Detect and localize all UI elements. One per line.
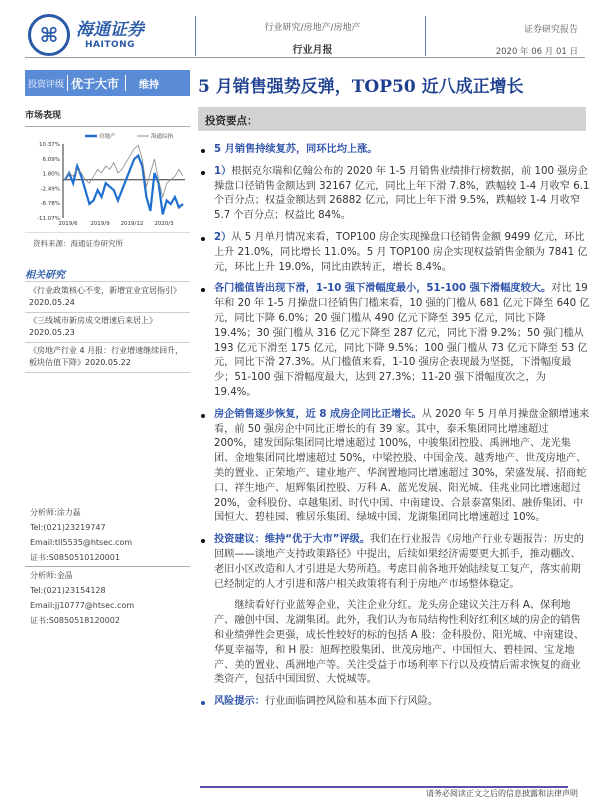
keypoint-lead: 投资建议：维持“优于大市”评级。 [214, 534, 371, 546]
legend-label: 海通综指 [151, 134, 174, 140]
related-item[interactable]: 《三线城市新房成交增速后来居上》2020.05.23 [25, 313, 190, 343]
analyst-email[interactable]: Email:tll5535@htsec.com [30, 538, 133, 547]
recommendation-paragraph: 继续看好行业蓝筹企业，关注企业分红。龙头房企建议关注万科 A、保利地产、融创中国、龙湖集团。此外，我们认为布局结构性利好红利区域的房企的销售和业绩弹性会更强，成长性较好的标的包括 A 股：金科股份、阳光城、中南建设、华夏幸福等，和 H 股：旭辉控股集团、世茂房地产、中国恒大、碧桂园、宝龙地产、美的置业、禹洲地产等。关注受益于市场利率下行以及疫情后需求恢复的商业类资产，包括中国国贸、大悦城等。 [214, 600, 585, 686]
analyst-1 [30, 505, 132, 565]
logo-en: HAITONG [84, 40, 136, 50]
keypoint [198, 143, 590, 158]
y-tick-label: 6.09% [42, 156, 60, 163]
related-item[interactable]: 《房地产行业 4 月报：行业增速继续回升，板块估值下降》2020.05.22 [25, 343, 190, 373]
keypoint-lead: 各门槛值皆出现下滑，1-10 强下滑幅度最小，51-100 强下滑幅度较大。 [214, 283, 552, 295]
analyst-email[interactable]: Email:jj10777@htsec.com [30, 601, 135, 610]
report-type: 行业月报 [292, 45, 333, 56]
footer-disclaimer: 请务必阅读正文之后的信息披露和法律声明 [426, 789, 578, 798]
keypoint [198, 533, 590, 592]
footer-rule [200, 786, 568, 788]
analyst-tel: Tel:(021)23154128 [30, 586, 106, 595]
keypoint [198, 165, 590, 224]
analyst-name: 分析师:涂力磊 [30, 508, 81, 517]
divider [25, 126, 190, 127]
keypoint-lead: 房企销售逐步恢复，近 8 成房企同比正增长。 [214, 408, 422, 420]
haitong-logo [28, 14, 144, 56]
header-right [496, 22, 578, 57]
keypoints-heading: 投资要点： [198, 107, 586, 131]
related-heading: 相关研究 [25, 270, 65, 281]
related-item[interactable]: 《行业政策核心不变，新增宜业宜居指引》2020.05.24 [25, 283, 190, 313]
keypoint-text: 根据克尔瑞和亿翰公布的 2020 年 1-5 月销售业绩排行榜数据，前 100 强房企操盘口径销售金额达到 32167 亿元，同比上年下滑 7.8%，跌幅较 1-4 月收窄 6.1 个百分点；权益金额达到 26882 亿元，同比上年下滑 9.5%，跌幅较 1-4 月收窄 5.7 个百分点；权益比 84%。 [214, 165, 590, 222]
analyst-cert: 证书:S0850510120001 [30, 553, 120, 562]
rating-value: 优于大市 [71, 76, 120, 91]
risk-lead: 风险提示： [214, 696, 265, 708]
logo-cn: 海通证券 [76, 20, 144, 40]
risk-warning [198, 695, 590, 710]
rating-status: 维持 [139, 79, 160, 91]
analyst-tel: Tel:(021)23219747 [30, 523, 106, 532]
analyst-name: 分析师:金晶 [30, 571, 73, 580]
related-list [25, 283, 190, 373]
market-heading: 市场表现 [25, 111, 62, 121]
risk-text: 行业面临调控风险和基本面下行风险。 [264, 696, 439, 708]
y-tick-label: 10.37% [39, 142, 60, 148]
header-category [205, 20, 420, 56]
report-date: 2020 年 06 月 01 日 [495, 47, 578, 57]
keypoint [198, 408, 590, 526]
keypoint [198, 282, 590, 400]
analyst-cert: 证书:S0850518120002 [30, 616, 120, 625]
divider [195, 16, 196, 56]
report-title: 5 月销售强势反弹，TOP50 近八成正增长 [198, 77, 524, 97]
y-tick-label: -11.07% [37, 216, 60, 222]
x-tick-label: 2020/3 [154, 221, 174, 227]
divider [25, 281, 190, 282]
series-line-haitong-index [65, 145, 183, 197]
y-tick-label: -2.49% [40, 186, 60, 193]
y-tick-label: -6.78% [40, 201, 60, 208]
keypoint-lead: 5 月销售持续复苏，同环比均上涨。 [214, 144, 378, 155]
divider [25, 232, 190, 233]
keypoint-text: 我们在行业报告《房地产行业专题报告：历史的回顾——谈地产支持政策路径》中提出，后续如果经济需要更大抓手，推动棚改、老旧小区改造和人才引进是大势所趋。考虑目前各地开始陆续复工复产，落实前期已经制定的人才引进和落户相关政策将有利于房地产市场整体稳定。 [214, 534, 584, 590]
keypoint [198, 231, 590, 275]
logo-emblem-icon: ⌘ [28, 14, 70, 56]
keypoint-lead: 2） [214, 231, 232, 243]
y-tick-label: 1.80% [42, 171, 60, 178]
keypoint-text: 从 5 月单月情况来看，TOP100 房企实现操盘口径销售金额 9499 亿元，环比上升 21.0%，同比增长 11.0%。5 月 TOP100 房企实现权益销售金额为 7841 亿元，环比上升 19.0%，同比由跌转正，增长 8.4%。 [214, 231, 588, 273]
doc-type: 证券研究报告 [523, 25, 578, 35]
keypoint-text: 从 2020 年 5 月单月操盘金额增速来看，前 50 强房企中同比正增长的有 39 家。其中，泰禾集团同比增速超过 200%，建发国际集团同比增速超过 100%，中骏集团控股、禹洲地产、龙光集团、金地集团同比增速超过 50%，中梁控股、中国金茂、越秀地产、世茂房地产、美的置业、正荣地产、建业地产、华润置地同比增速超过 30%，荣盛发展、招商蛇口、祥生地产、旭辉集团控股、万科 A、蓝光发展、阳光城、佳兆业同比增速超过 20%，金科股份、卓越集团、时代中国、中南建设、合景泰富集团、融侨集团、中国恒大、碧桂园、雅居乐集团、绿城中国、龙湖集团同比增速超过 10%。 [214, 408, 590, 524]
header-rule [25, 57, 585, 58]
category-path: 行业研究/房地产/房地产 [264, 23, 361, 33]
x-tick-label: 2019/12 [120, 221, 144, 227]
divider [25, 566, 190, 567]
market-performance-chart [25, 130, 195, 230]
chart-source: 资料来源：海通证券研究所 [33, 239, 123, 248]
rating-label: 投资评级 [28, 79, 65, 90]
keypoints-body [198, 143, 590, 717]
x-tick-label: 2019/6 [58, 221, 78, 227]
rating-box [25, 70, 190, 96]
keypoint-text: 对比 19 年和 20 年 1-5 月操盘口径销售门槛来看，10 强的门槛从 681 亿元下降至 640 亿元，同比下降 6.0%；20 强门槛从 490 亿元下降至 395 亿元，同比下降 19.4%；30 强门槛从 316 亿元下降至 287 亿元，同比下滑 9.2%；50 强门槛从 193 亿元下滑至 175 亿元，同比下降 9.5%；100 强门槛从 73 亿元下降至 53 亿元，同比下滑 27.3%。从门槛值来看，1-10 强房企表现最为坚挺，下滑幅度最少；51-100 强下滑幅度最大，达到 27.3%；11-20 强下滑幅度次之，为 19.4%。 [214, 283, 590, 398]
legend-label: 房地产 [99, 134, 116, 140]
divider [425, 16, 426, 56]
x-tick-label: 2019/9 [90, 221, 110, 227]
series-line-real-estate [65, 156, 183, 215]
analyst-2 [30, 568, 134, 628]
keypoint-lead: 1） [214, 165, 232, 177]
